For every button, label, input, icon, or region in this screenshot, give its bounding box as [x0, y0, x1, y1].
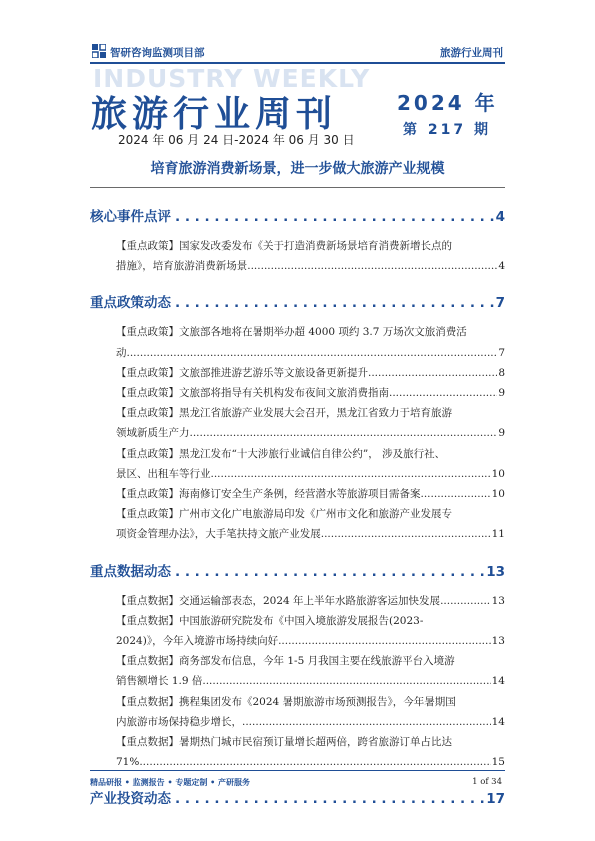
toc-leader [368, 363, 497, 383]
toc-entry-page: 14 [491, 675, 505, 688]
toc-entry-page: 10 [491, 467, 505, 480]
page-subtitle: 培育旅游消费新场景，进一步做大旅游产业规模 [150, 161, 445, 177]
toc-entry-page: 11 [491, 528, 505, 541]
toc-entry[interactable] [116, 322, 505, 362]
toc-leader [211, 464, 491, 484]
toc-leader [175, 295, 494, 311]
toc-entry-page: 4 [498, 260, 505, 273]
toc-entry-line: 动 [116, 346, 127, 359]
toc-entry-line: 【重点政策】文旅部将指导有关机构发布夜间文旅消费指南 [116, 387, 389, 400]
toc-section[interactable] [90, 291, 505, 311]
toc-leader [389, 383, 497, 403]
toc-entry[interactable] [116, 484, 505, 504]
toc-leader [278, 631, 491, 651]
toc-leader [440, 591, 491, 611]
toc-entry-line: 【重点政策】文旅部推进游艺游乐等文旅设备更新提升 [116, 366, 368, 379]
footer-services: 精品研报 • 监测报告 • 专题定制 • 产研服务 [90, 778, 251, 787]
toc-entry-page: 14 [491, 715, 505, 728]
toc-entry[interactable] [116, 504, 505, 544]
toc-leader [321, 524, 491, 544]
toc-entry-line: 【重点政策】黑龙江发布“十大涉旅行业诚信自律公约”， 涉及旅行社、 [116, 447, 446, 460]
toc-leader [421, 484, 491, 504]
page-number: 1 of 34 [472, 777, 502, 787]
toc-entry-line: 【重点政策】黑龙江省旅游产业发展大会召开，黑龙江省致力于培育旅游 [116, 407, 452, 420]
toc-entry-line: 【重点数据】中国旅游研究院发布《中国入境旅游发展报告(2023- [116, 614, 424, 627]
toc-section-title: 重点数据动态 [90, 563, 171, 580]
toc-section-page: 7 [495, 295, 505, 312]
toc-section-page: 4 [495, 209, 505, 225]
toc-entry-line: 【重点政策】广州市文化广电旅游局印发《广州市文化和旅游产业发展专 [116, 508, 452, 521]
toc-entry-line: 2024)》，今年入境游市场持续向好 [116, 635, 279, 648]
toc-section-page: 17 [486, 791, 505, 808]
toc-entry-page: 8 [498, 366, 505, 379]
toc-entry-line: 71% [116, 756, 140, 769]
toc-section[interactable] [90, 560, 505, 580]
toc-entry[interactable] [116, 611, 505, 651]
toc-entry-page: 13 [491, 635, 505, 648]
toc-leader [175, 209, 494, 225]
footer-divider [90, 770, 505, 771]
toc-entry-line: 【重点政策】国家发改委发布《关于打造消费新场景培育消费新增长点的 [116, 240, 452, 252]
toc-leader [242, 712, 491, 732]
toc-entry[interactable] [116, 444, 505, 484]
issue-year: 2024 年 [397, 91, 498, 115]
toc-leader [127, 343, 498, 363]
toc-entry[interactable] [116, 403, 505, 443]
toc-entry-page: 9 [498, 387, 505, 400]
toc-entry[interactable] [116, 363, 505, 383]
subtitle-divider [90, 187, 505, 188]
date-range: 2024 年 06 月 24 日-2024 年 06 月 30 日 [118, 133, 355, 147]
toc-entry-line: 【重点数据】交通运输部表态，2024 年上半年水路旅游客运加快发展 [116, 594, 441, 607]
toc-entry[interactable] [116, 383, 505, 403]
toc-section-page: 13 [486, 563, 505, 580]
toc-entry-line: 内旅游市场保持稳步增长， [116, 715, 242, 728]
toc-leader [175, 791, 484, 807]
toc-entry[interactable] [116, 651, 505, 691]
toc-entry-line: 【重点数据】商务部发布信息，今年 1-5 月我国主要在线旅游平台入境游 [116, 655, 455, 668]
toc-entry-line: 销售额增长 1.9 倍 [116, 675, 203, 688]
page-title: 旅游行业周刊 [91, 94, 338, 135]
toc-entry-page: 9 [498, 427, 505, 440]
issue-number: 第 217 期 [403, 122, 491, 138]
toc-entry-line: 【重点数据】携程集团发布《2024 暑期旅游市场预测报告》，今年暑期国 [116, 695, 456, 708]
toc-entry[interactable] [116, 732, 505, 772]
toc-leader [175, 564, 484, 580]
header-publication-name: 旅游行业周刊 [440, 47, 503, 59]
toc-entry-line: 【重点政策】文旅部各地将在暑期举办超 4000 项约 3.7 万场次文旅消费活 [116, 326, 467, 339]
org-name: 智研咨询监测项目部 [110, 47, 205, 59]
toc-leader [247, 256, 497, 276]
table-of-contents [90, 205, 505, 818]
toc-entry-line: 景区、出租车等行业 [116, 467, 211, 480]
toc-section-title: 重点政策动态 [90, 295, 171, 312]
toc-section[interactable] [90, 787, 505, 807]
toc-entry-page: 15 [491, 756, 505, 769]
toc-leader [190, 423, 498, 443]
toc-leader [202, 671, 490, 691]
toc-entry[interactable] [116, 692, 505, 732]
toc-entry-page: 10 [491, 488, 505, 501]
toc-entry-line: 【重点数据】暑期热门城市民宿预订量增长超两倍，跨省旅游订单占比达 [116, 736, 452, 749]
toc-section[interactable] [90, 205, 505, 225]
toc-entry-line: 【重点政策】海南修订安全生产条例，经营潜水等旅游项目需备案 [116, 488, 421, 501]
toc-entry-line: 措施》，培育旅游消费新场景 [116, 260, 248, 273]
toc-section-title: 核心事件点评 [90, 209, 171, 225]
company-logo-icon [92, 44, 106, 58]
toc-entry-page: 13 [491, 594, 505, 607]
toc-entry-line: 项资金管理办法》，大手笔扶持文旅产业发展 [116, 528, 321, 541]
toc-section-title: 产业投资动态 [90, 791, 171, 808]
toc-entry-line: 领域新质生产力 [116, 427, 190, 440]
toc-entry[interactable] [116, 591, 505, 611]
toc-entry-page: 7 [498, 346, 505, 359]
watermark-text: INDUSTRY WEEKLY [93, 64, 371, 93]
toc-entry[interactable] [116, 236, 505, 276]
